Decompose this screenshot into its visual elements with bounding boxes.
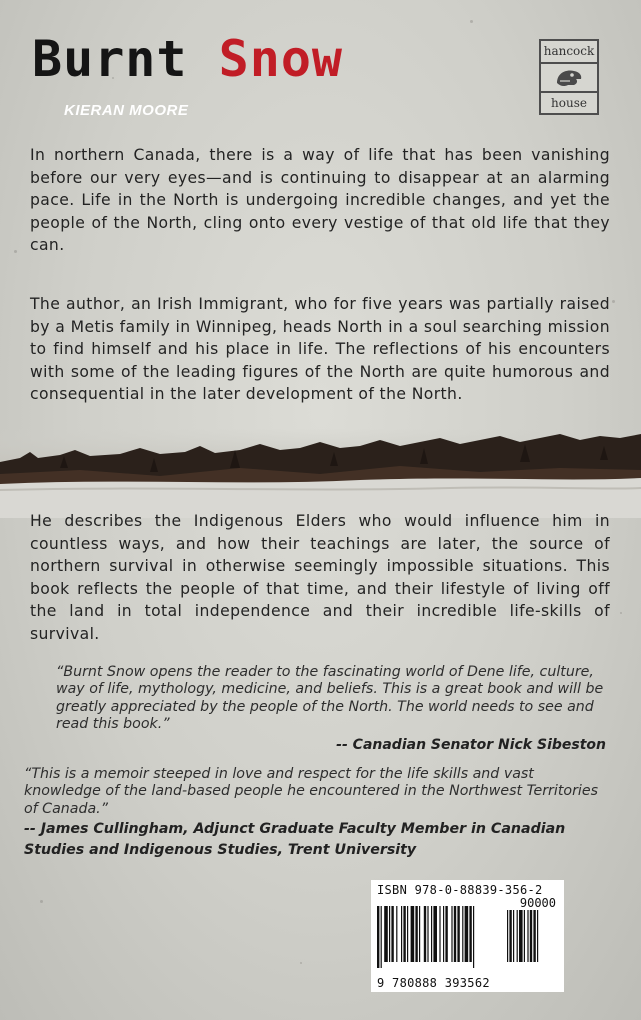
- publisher-name-bottom: house: [551, 96, 587, 110]
- treeline-landscape-photo: [0, 428, 641, 518]
- review-quote-2: “This is a memoir steeped in love and respect for the life skills and vast knowledge of the land-based people he encountered in the Northwest Territories of Canada.”: [24, 766, 598, 817]
- paper-speck: [14, 250, 17, 253]
- publisher-logo: [539, 39, 599, 115]
- paper-speck: [612, 300, 615, 303]
- review-quote-1: “Burnt Snow opens the reader to the fascinating world of Dene life, culture, way of life, mythology, medicine, and beliefs. This is a great book and will be greatly appreciated by the people of the North. The world needs to see and read this book.”: [56, 664, 604, 732]
- description-paragraph-1: In northern Canada, there is a way of life that has been vanishing before our very eyes—and is continuing to disappear at an alarming pace. Life in the North is undergoing incredible changes, and yet the people of the North, cling onto every vestige of that old life that they can.: [30, 146, 610, 255]
- eagle-head-icon: [541, 64, 597, 93]
- publisher-name-top: hancock: [541, 41, 597, 64]
- isbn-barcode: [371, 880, 564, 992]
- title-word-burnt: Burnt: [32, 30, 188, 88]
- description-paragraph-3: He describes the Indigenous Elders who would influence him in countless ways, and how their teachings are later, the source of northern survival in otherwise seemingly impossible situations. This book reflects the people of that time, and their lifestyle of living off the land in total independence and their incredible life-skills of survival.: [30, 512, 610, 643]
- review-attribution-1: -- Canadian Senator Nick Sibeston: [336, 737, 606, 753]
- paper-speck: [470, 20, 473, 23]
- barcode-bars: [377, 906, 557, 974]
- paper-speck: [620, 612, 622, 614]
- author-name: KIERAN MOORE: [64, 102, 189, 119]
- paper-speck: [300, 962, 302, 964]
- paper-speck: [40, 900, 43, 903]
- review-attribution-2: -- James Cullingham, Adjunct Graduate Faculty Member in Canadian Studies and Indigenous Studies, Trent University: [24, 821, 566, 858]
- description-paragraph-2: The author, an Irish Immigrant, who for five years was partially raised by a Metis family in Winnipeg, heads North in a soul searching mission to find himself and his place in life. The reflections of his encounters with some of the leading figures of the North are quite humorous and consequential in the later development of the North.: [30, 295, 610, 404]
- title-word-snow: Snow: [218, 30, 344, 88]
- barcode-digits: 9 780888 393562: [377, 976, 490, 990]
- price-code: 90000: [519, 896, 556, 910]
- book-title: [32, 30, 344, 88]
- isbn-text: ISBN 978-0-88839-356-2: [377, 883, 543, 897]
